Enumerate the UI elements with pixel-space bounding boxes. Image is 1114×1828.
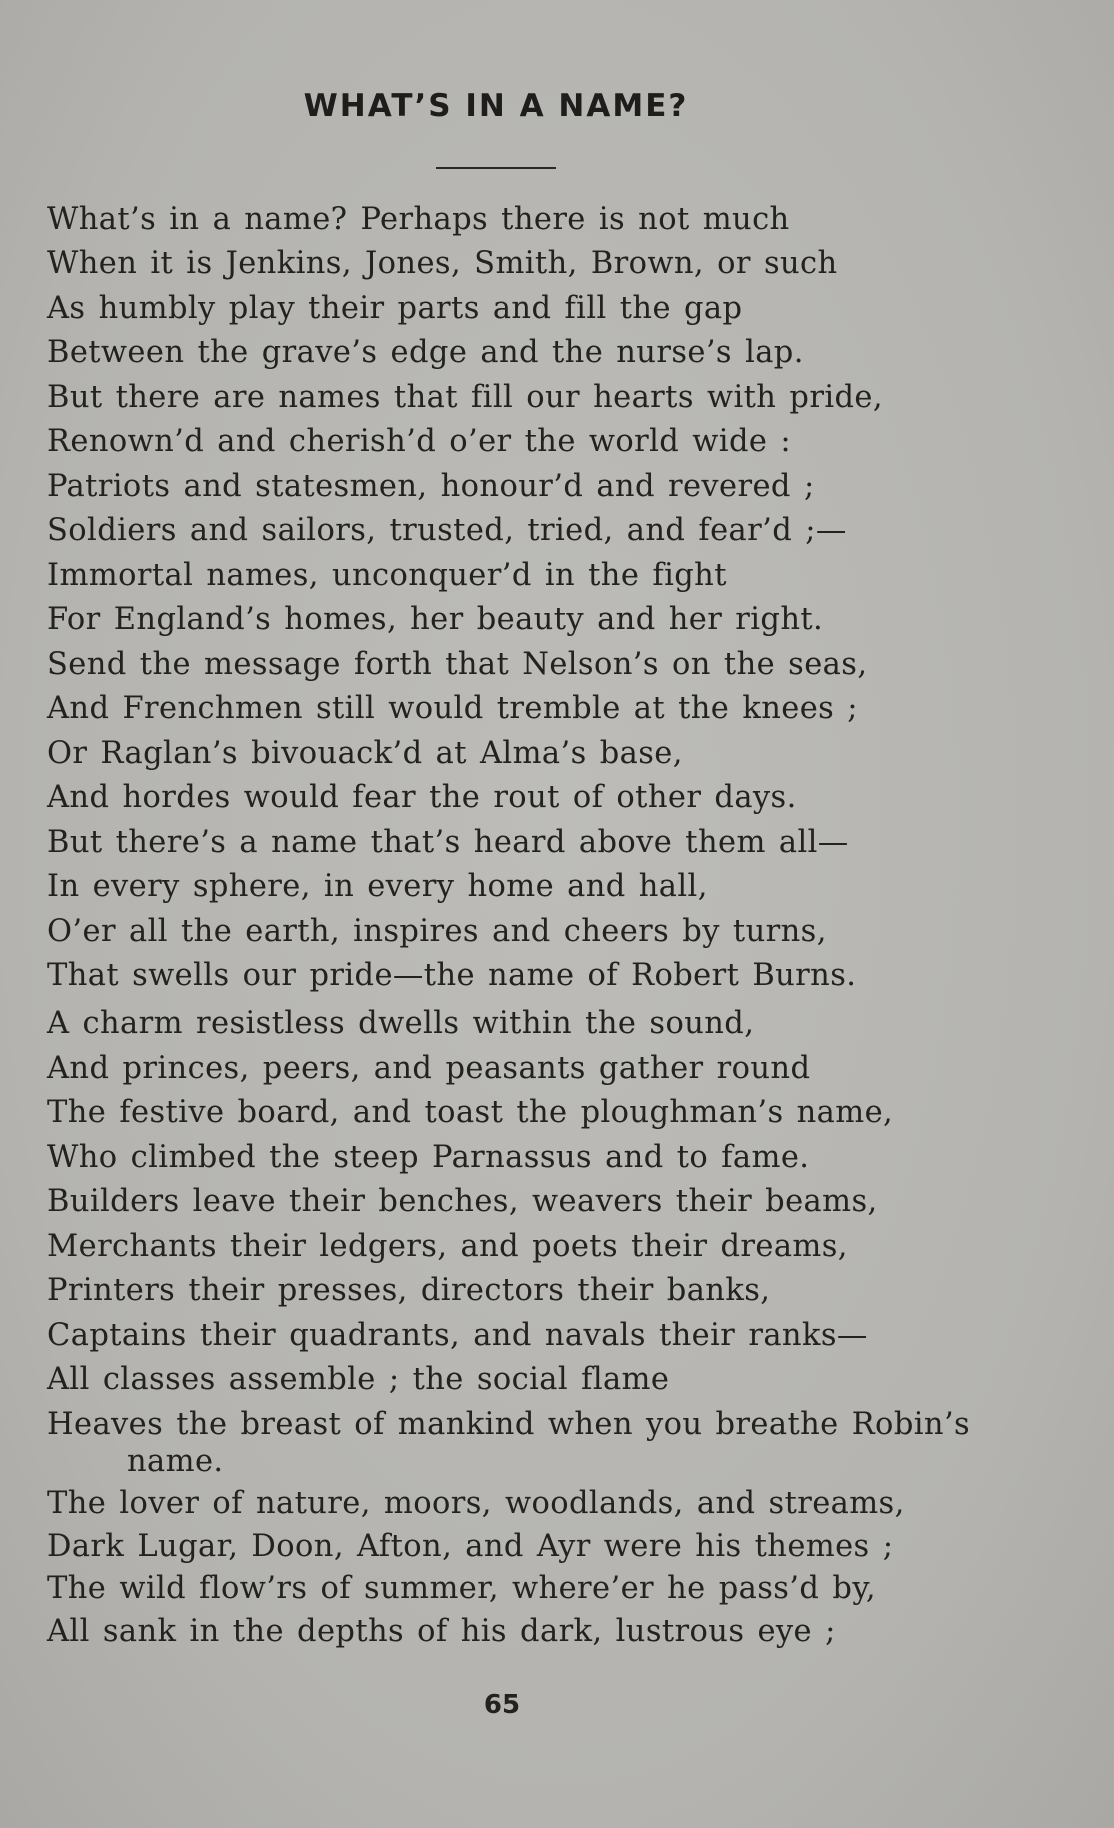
poem-line-continuation: name.	[127, 1444, 224, 1479]
poem-line: What’s in a name? Perhaps there is not much	[47, 202, 790, 237]
poem-line: As humbly play their parts and fill the gap	[47, 291, 743, 326]
poem-line: But there are names that fill our hearts with pride,	[47, 380, 883, 415]
poem-line: But there’s a name that’s heard above them all—	[47, 825, 849, 860]
poem-line: The wild flow’rs of summer, where’er he pass’d by,	[47, 1571, 877, 1606]
poem-line: A charm resistless dwells within the sound,	[47, 1006, 755, 1041]
poem-line: All sank in the depths of his dark, lustrous eye ;	[47, 1614, 836, 1649]
page-number: 65	[483, 1690, 521, 1720]
poem-line: Merchants their ledgers, and poets their dreams,	[47, 1229, 848, 1264]
poem-line: Renown’d and cherish’d o’er the world wide :	[47, 424, 792, 459]
poem-line: Captains their quadrants, and navals their ranks—	[47, 1318, 868, 1353]
poem-line: Patriots and statesmen, honour’d and revered ;	[47, 469, 815, 504]
poem-line: O’er all the earth, inspires and cheers by turns,	[47, 914, 827, 949]
poem-line: Builders leave their benches, weavers their beams,	[47, 1184, 878, 1219]
poem-line: Immortal names, unconquer’d in the fight	[47, 558, 727, 593]
poem-line: When it is Jenkins, Jones, Smith, Brown, or such	[47, 246, 838, 281]
poem-line: Soldiers and sailors, trusted, tried, and fear’d ;—	[47, 513, 847, 548]
poem-line: And hordes would fear the rout of other days.	[47, 780, 797, 815]
poem-title: WHAT’S IN A NAME?	[303, 88, 689, 124]
poem-line: Printers their presses, directors their banks,	[47, 1273, 771, 1308]
poem-line: In every sphere, in every home and hall,	[47, 869, 708, 904]
poem-line: Dark Lugar, Doon, Afton, and Ayr were his themes ;	[47, 1529, 894, 1564]
poem-line: That swells our pride—the name of Robert Burns.	[47, 958, 857, 993]
poem-line: All classes assemble ; the social flame	[47, 1362, 670, 1397]
poem-line: Send the message forth that Nelson’s on the seas,	[47, 647, 868, 682]
poem-line: For England’s homes, her beauty and her right.	[47, 602, 824, 637]
poem-line: Or Raglan’s bivouack’d at Alma’s base,	[47, 736, 683, 771]
poem-line: Who climbed the steep Parnassus and to fame.	[47, 1140, 810, 1175]
poem-line: The lover of nature, moors, woodlands, and streams,	[47, 1486, 905, 1521]
poem-line: The festive board, and toast the ploughman’s name,	[47, 1095, 894, 1130]
poem-line: And Frenchmen still would tremble at the knees ;	[47, 691, 858, 726]
title-rule-divider	[436, 167, 556, 169]
poem-line: And princes, peers, and peasants gather round	[47, 1051, 811, 1086]
poem-line: Between the grave’s edge and the nurse’s lap.	[47, 335, 804, 370]
poem-line: Heaves the breast of mankind when you breathe Robin’s	[47, 1407, 971, 1442]
